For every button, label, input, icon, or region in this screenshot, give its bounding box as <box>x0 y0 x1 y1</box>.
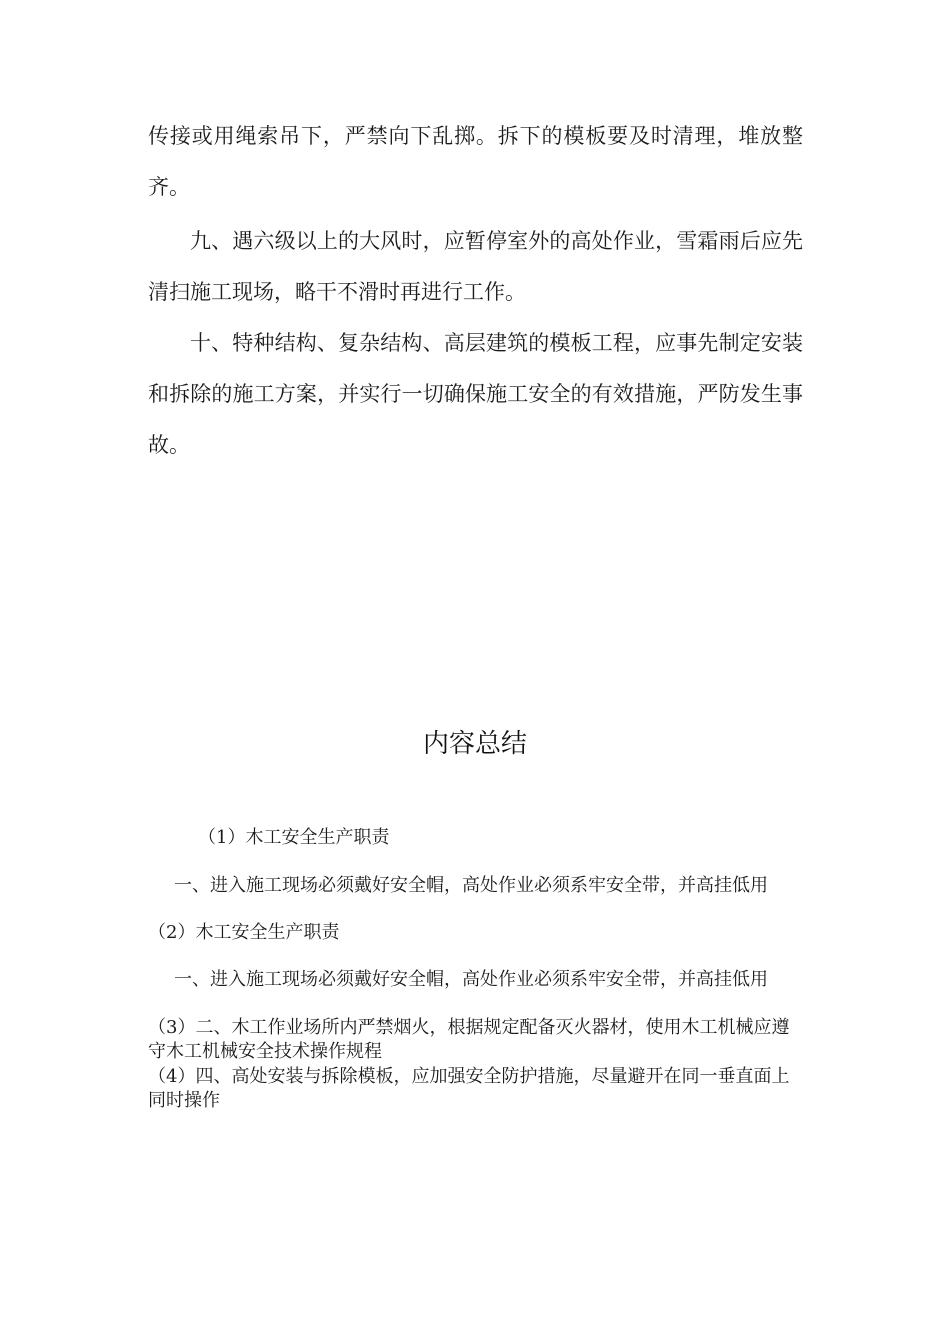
summary-item-1-heading: （1）木工安全生产职责 <box>198 827 390 848</box>
summary-item-1-text: 一、进入施工现场必须戴好安全帽，高处作业必须系牢安全带，并高挂低用 <box>174 875 768 896</box>
summary-item-4: （4）四、高处安装与拆除模板，应加强安全防护措施，尽量避开在同一垂直面上同时操作 <box>148 1066 790 1111</box>
summary-item-3: （3）二、木工作业场所内严禁烟火，根据规定配备灭火器材，使用木工机械应遵守木工机械安全技术操作规程 <box>148 1017 790 1062</box>
summary-item-2-text: 一、进入施工现场必须戴好安全帽，高处作业必须系牢安全带，并高挂低用 <box>174 969 768 990</box>
summary-item-2-heading: （2）木工安全生产职责 <box>148 922 340 943</box>
paragraph-item-ten: 十、特种结构、复杂结构、高层建筑的模板工程，应事先制定安装和拆除的施工方案，并实行一切确保施工安全的有效措施，严防发生事故。 <box>148 331 803 457</box>
summary-title: 内容总结 <box>422 729 527 759</box>
paragraph-item-nine: 九、遇六级以上的大风时，应暂停室外的高处作业，雪霜雨后应先清扫施工现场，略干不滑时再进行工作。 <box>148 229 803 304</box>
paragraph-continued: 传接或用绳索吊下，严禁向下乱掷。拆下的模板要及时清理，堆放整齐。 <box>148 124 803 199</box>
